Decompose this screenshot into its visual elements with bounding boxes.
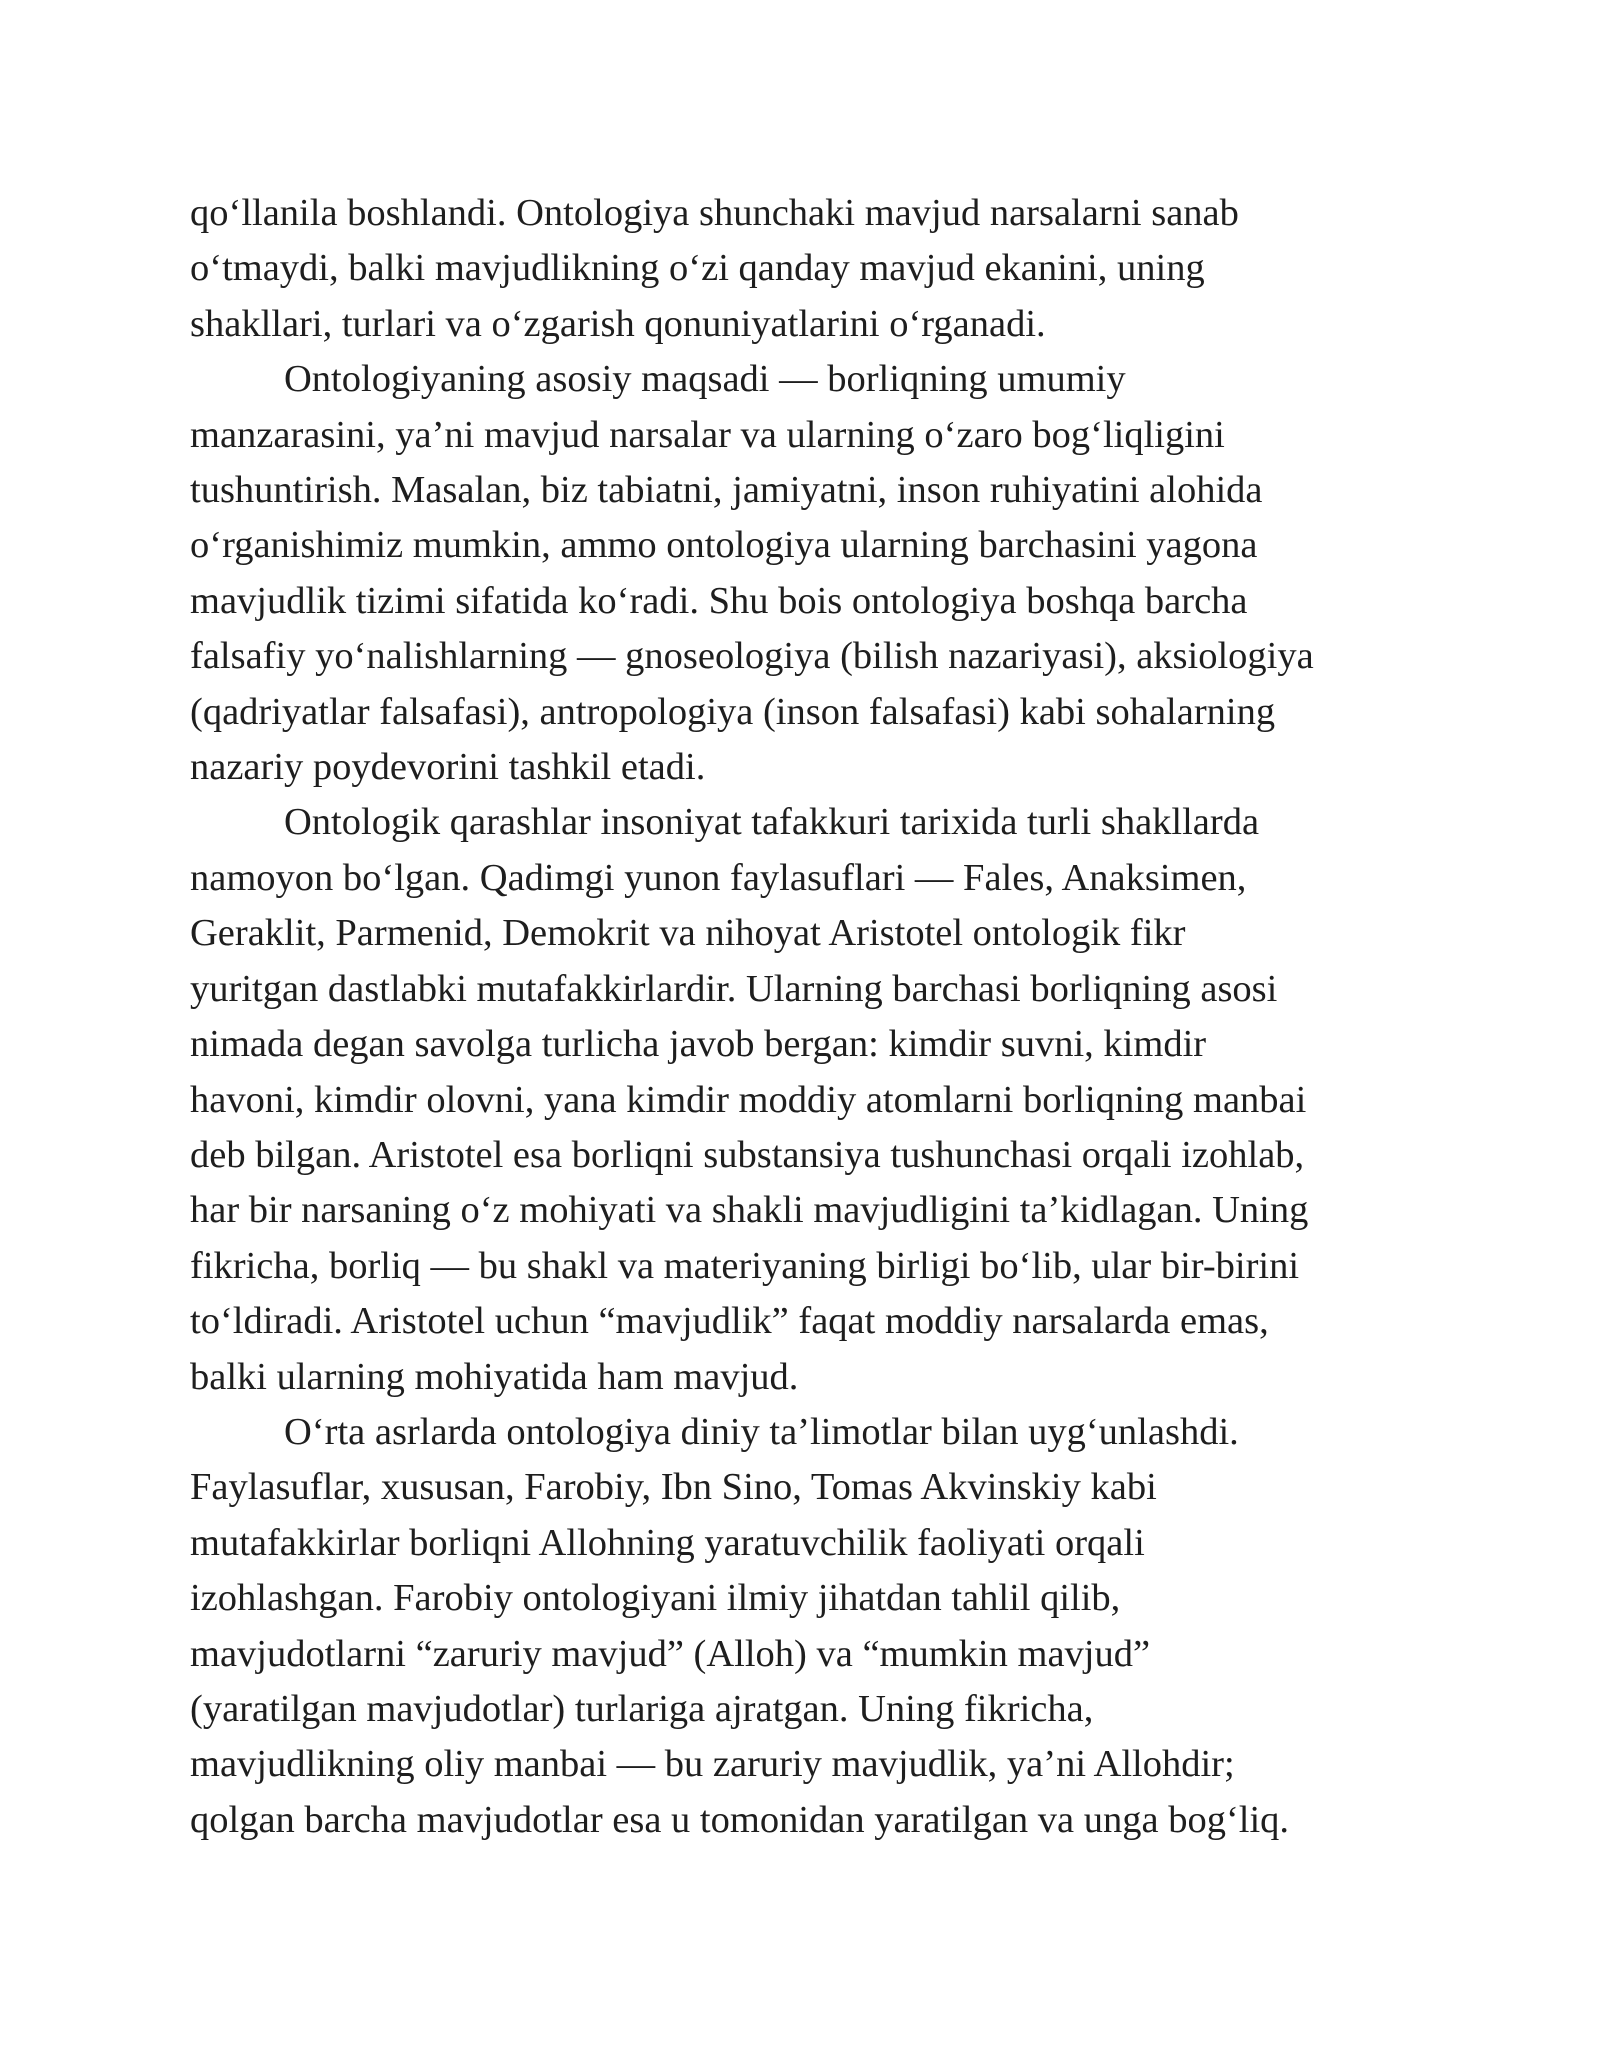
text-line: tushuntirish. Masalan, biz tabiatni, jamiyatni, inson ruhiyatini alohida xyxy=(190,469,1263,512)
text-line: (qadriyatlar falsafasi), antropologiya (inson falsafasi) kabi sohalarning xyxy=(190,690,1276,733)
text-line: mavjudlikning oliy manbai — bu zaruriy mavjudlik, ya’ni Allohdir; xyxy=(190,1743,1235,1786)
text-line: mavjudotlarni “zaruriy mavjud” (Alloh) va “mumkin mavjud” xyxy=(190,1632,1151,1675)
text-line: (yaratilgan mavjudotlar) turlariga ajratgan. Uning fikricha, xyxy=(190,1687,1094,1730)
paragraph xyxy=(190,1405,1430,1848)
text-line: yuritgan dastlabki mutafakkirlardir. Ularning barchasi borliqning asosi xyxy=(190,967,1278,1010)
text-line: nimada degan savolga turlicha javob bergan: kimdir suvni, kimdir xyxy=(190,1023,1207,1066)
text-line: O‘rta asrlarda ontologiya diniy ta’limotlar bilan uyg‘unlashdi. xyxy=(284,1410,1239,1453)
text-line: mavjudlik tizimi sifatida ko‘radi. Shu bois ontologiya boshqa barcha xyxy=(190,579,1248,622)
paragraph xyxy=(190,795,1430,1404)
paragraph xyxy=(190,186,1430,352)
text-line: fikricha, borliq — bu shakl va materiyaning birligi bo‘lib, ular bir-birini xyxy=(190,1244,1300,1287)
text-line: Faylasuflar, xususan, Farobiy, Ibn Sino, Tomas Akvinskiy kabi xyxy=(190,1466,1157,1509)
text-line: Ontologiyaning asosiy maqsadi — borliqning umumiy xyxy=(284,358,1126,401)
text-line: o‘rganishimiz mumkin, ammo ontologiya ularning barchasini yagona xyxy=(190,524,1258,567)
text-line: nazariy poydevorini tashkil etadi. xyxy=(190,746,706,789)
text-line: havoni, kimdir olovni, yana kimdir moddiy atomlarni borliqning manbai xyxy=(190,1078,1307,1121)
text-line: har bir narsaning o‘z mohiyati va shakli mavjudligini ta’kidlagan. Uning xyxy=(190,1189,1309,1232)
text-line: mutafakkirlar borliqni Allohning yaratuvchilik faoliyati orqali xyxy=(190,1521,1145,1564)
text-line: Ontologik qarashlar insoniyat tafakkuri tarixida turli shakllarda xyxy=(284,801,1260,844)
paragraph xyxy=(190,352,1430,795)
text-line: qo‘llanila boshlandi. Ontologiya shunchaki mavjud narsalarni sanab xyxy=(190,192,1239,234)
text-line: izohlashgan. Farobiy ontologiyani ilmiy jihatdan tahlil qilib, xyxy=(190,1577,1121,1620)
text-line: namoyon bo‘lgan. Qadimgi yunon faylasuflari — Fales, Anaksimen, xyxy=(190,856,1247,899)
text-line: balki ularning mohiyatida ham mavjud. xyxy=(190,1355,799,1398)
text-line: falsafiy yo‘nalishlarning — gnoseologiya (bilish nazariyasi), aksiologiya xyxy=(190,635,1314,678)
text-line: o‘tmaydi, balki mavjudlikning o‘zi qanday mavjud ekanini, uning xyxy=(190,247,1205,290)
text-line: deb bilgan. Aristotel esa borliqni substansiya tushunchasi orqali izohlab, xyxy=(190,1133,1305,1176)
text-line: manzarasini, ya’ni mavjud narsalar va ularning o‘zaro bog‘liqligini xyxy=(190,413,1225,456)
text-line: Geraklit, Parmenid, Demokrit va nihoyat Aristotel ontologik fikr xyxy=(190,912,1186,955)
body-text xyxy=(190,186,1430,1848)
text-line: qolgan barcha mavjudotlar esa u tomonidan yaratilgan va unga bog‘liq. xyxy=(190,1798,1290,1841)
text-line: to‘ldiradi. Aristotel uchun “mavjudlik” faqat moddiy narsalarda emas, xyxy=(190,1300,1269,1343)
text-line: shakllari, turlari va o‘zgarish qonuniyatlarini o‘rganadi. xyxy=(190,302,1046,345)
